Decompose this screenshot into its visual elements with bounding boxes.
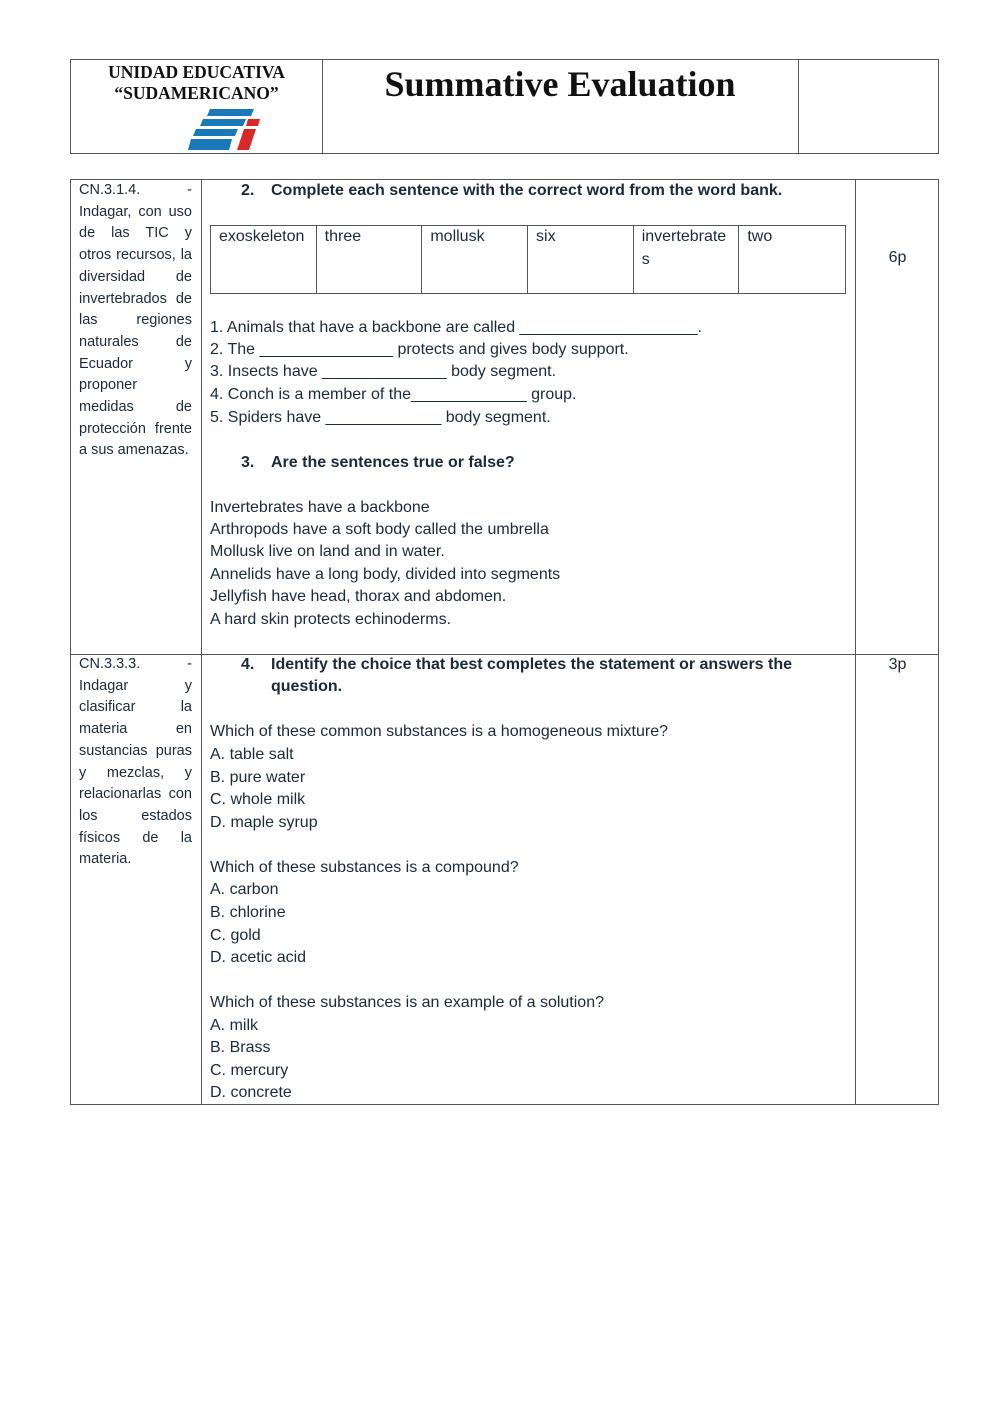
fill-in-sentence: 3. Insects have ______________ body segment. bbox=[210, 363, 557, 380]
indicator-code: CN.3.3.3. bbox=[79, 656, 141, 672]
mc-option: A. table salt bbox=[210, 746, 294, 763]
mc-option: B. chlorine bbox=[210, 904, 286, 921]
true-false-statement: Invertebrates have a backbone bbox=[210, 499, 430, 516]
true-false-statement: Jellyfish have head, thorax and abdomen. bbox=[210, 588, 507, 605]
points-value: 6p bbox=[888, 249, 907, 266]
word-bank-item: invertebrates bbox=[634, 226, 740, 293]
word-bank-item: mollusk bbox=[422, 226, 528, 293]
question-3-heading bbox=[241, 452, 841, 476]
word-bank bbox=[210, 225, 846, 294]
true-false-statement: Mollusk live on land and in water. bbox=[210, 543, 445, 560]
question-number: 2. bbox=[241, 182, 255, 199]
logo-red-stem bbox=[237, 129, 256, 150]
mc-option: D. acetic acid bbox=[210, 949, 307, 966]
question-instruction-line2: question. bbox=[271, 678, 343, 695]
word-bank-item: exoskeleton bbox=[211, 226, 317, 293]
question-instruction-line1: Identify the choice that best completes the statement or answers the bbox=[271, 656, 793, 673]
school-name-line1: UNIDAD EDUCATIVA bbox=[108, 62, 285, 82]
school-name-line2: “SUDAMERICANO” bbox=[114, 83, 279, 103]
question-instruction: Complete each sentence with the correct word from the word bank. bbox=[271, 182, 783, 199]
mc-question: Which of these common substances is a homogeneous mixture? bbox=[210, 723, 669, 740]
school-cell bbox=[71, 60, 323, 153]
question-4-heading bbox=[241, 654, 851, 700]
fill-in-sentence: 4. Conch is a member of the_____________ group. bbox=[210, 386, 577, 403]
mc-option: D. maple syrup bbox=[210, 814, 318, 831]
indicator-text: Indagar y clasificar la materia en sustancias puras y mezclas, y relacionarlas con los estados físicos de la materia. bbox=[79, 677, 192, 868]
indicator-dash: - bbox=[187, 656, 192, 672]
true-false-statement: Annelids have a long body, divided into segments bbox=[210, 566, 561, 583]
evaluation-table bbox=[70, 179, 939, 1105]
mc-option: B. Brass bbox=[210, 1039, 271, 1056]
question-instruction: Are the sentences true or false? bbox=[271, 454, 515, 471]
mc-option: C. gold bbox=[210, 927, 261, 944]
mc-question: Which of these substances is an example of a solution? bbox=[210, 994, 604, 1011]
mc-option: A. milk bbox=[210, 1017, 258, 1034]
fill-in-sentence: 2. The _______________ protects and gives body support. bbox=[210, 341, 629, 358]
fill-in-sentence: 1. Animals that have a backbone are called ____________________. bbox=[210, 319, 702, 336]
title-cell bbox=[322, 60, 799, 153]
indicator-cell-2 bbox=[79, 654, 192, 871]
school-logo-icon bbox=[188, 107, 262, 153]
mc-option: B. pure water bbox=[210, 769, 306, 786]
logo-blue-bar-4 bbox=[188, 139, 232, 150]
header-table bbox=[70, 59, 939, 154]
indicator-cell-1 bbox=[79, 180, 192, 462]
indicator-code-row bbox=[79, 180, 192, 202]
question-2-heading bbox=[241, 180, 841, 204]
indicator-text: Indagar, con uso de las TIC y otros recursos, la diversidad de invertebrados de las regiones naturales de Ecuador y proponer medidas de protección frente a sus amenazas. bbox=[79, 203, 192, 459]
mc-question: Which of these substances is a compound? bbox=[210, 859, 519, 876]
true-false-statement: A hard skin protects echinoderms. bbox=[210, 611, 452, 628]
word-bank-item: six bbox=[528, 226, 634, 293]
mc-option: C. whole milk bbox=[210, 791, 306, 808]
logo-blue-bar-1 bbox=[207, 109, 254, 116]
word-bank-item: three bbox=[317, 226, 423, 293]
question-number: 4. bbox=[241, 656, 255, 673]
logo-blue-bar-3 bbox=[193, 129, 238, 136]
indicator-code-row bbox=[79, 654, 192, 676]
mc-option: A. carbon bbox=[210, 881, 279, 898]
logo-blue-bar-2 bbox=[200, 119, 246, 126]
logo-red-dot bbox=[246, 119, 260, 126]
fill-in-sentence: 5. Spiders have _____________ body segment. bbox=[210, 409, 551, 426]
column-divider-1 bbox=[201, 180, 202, 1104]
page-title: Summative Evaluation bbox=[384, 64, 736, 104]
word-bank-item: two bbox=[747, 228, 773, 245]
true-false-statement: Arthropods have a soft body called the umbrella bbox=[210, 521, 549, 538]
mc-option: C. mercury bbox=[210, 1062, 289, 1079]
column-divider-2 bbox=[855, 180, 856, 1104]
question-number: 3. bbox=[241, 454, 255, 471]
points-value: 3p bbox=[888, 656, 907, 673]
indicator-code: CN.3.1.4. bbox=[79, 182, 141, 198]
mc-option: D. concrete bbox=[210, 1084, 292, 1101]
indicator-dash: - bbox=[187, 182, 192, 198]
